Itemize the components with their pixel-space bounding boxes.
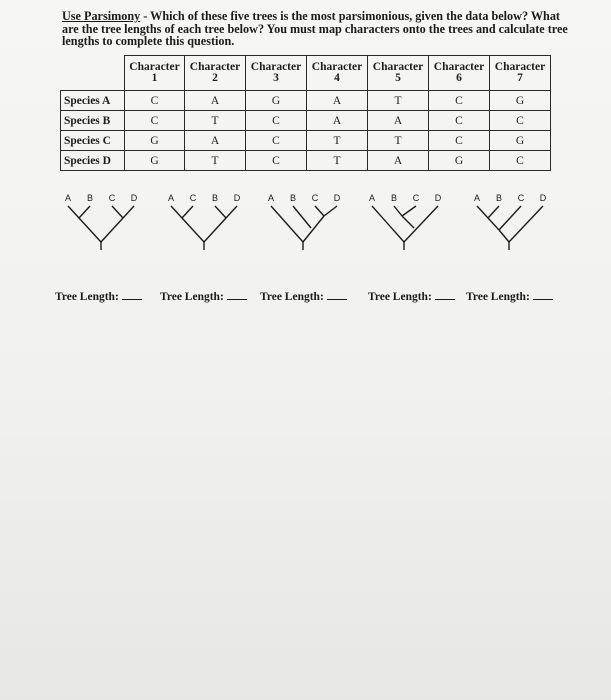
state-cell: C	[429, 131, 490, 151]
tree-leaf-label: A	[267, 193, 274, 203]
answer-blank[interactable]	[227, 289, 247, 300]
tree-branches	[263, 204, 353, 254]
character-matrix-table	[60, 55, 551, 171]
species-label: Species D	[61, 151, 125, 171]
state-cell: T	[307, 131, 368, 151]
column-header: Character 4	[307, 56, 368, 91]
tree-leaf-label: A	[368, 193, 375, 203]
answer-blank[interactable]	[122, 289, 142, 300]
tree-length-1: Tree Length:	[55, 289, 142, 303]
table-row	[61, 91, 551, 111]
tree-leaf-label: D	[130, 193, 138, 203]
state-cell: G	[429, 151, 490, 171]
state-cell: T	[307, 151, 368, 171]
species-label: Species B	[61, 111, 125, 131]
table-row	[61, 111, 551, 131]
tree-branches	[163, 204, 253, 254]
state-cell: A	[185, 91, 246, 111]
state-cell: G	[246, 91, 307, 111]
state-cell: G	[125, 151, 185, 171]
tree-leaf-label: B	[390, 193, 397, 203]
tree-leaf-label: B	[211, 193, 218, 203]
state-cell: A	[185, 131, 246, 151]
state-cell: T	[185, 151, 246, 171]
state-cell: C	[246, 111, 307, 131]
tree-branches	[469, 204, 559, 254]
tree-leaf-label: D	[434, 193, 442, 203]
tree-leaf-label: C	[108, 193, 116, 203]
column-header: Character 6	[429, 56, 490, 91]
state-cell: C	[246, 151, 307, 171]
state-cell: T	[185, 111, 246, 131]
tree-length-4: Tree Length:	[368, 289, 455, 303]
state-cell: A	[307, 91, 368, 111]
state-cell: G	[125, 131, 185, 151]
column-header: Character 3	[246, 56, 307, 91]
question-body: - Which of these five trees is the most parsimonious, given the data below? What are the tree lengths of each tree below? You must map characters onto the trees and calculate tree lengths to complete this question.	[62, 9, 568, 49]
tree-leaf-label: B	[86, 193, 93, 203]
state-cell: G	[490, 91, 551, 111]
question-text	[62, 10, 577, 48]
state-cell: G	[490, 131, 551, 151]
answer-blank[interactable]	[435, 289, 455, 300]
question-lead: Use Parsimony	[62, 9, 141, 23]
state-cell: A	[307, 111, 368, 131]
table-corner	[61, 56, 125, 91]
tree-leaf-label: A	[64, 193, 71, 203]
answer-blank[interactable]	[533, 289, 553, 300]
tree-leaf-label: D	[333, 193, 341, 203]
answer-blank[interactable]	[327, 289, 347, 300]
state-cell: C	[490, 151, 551, 171]
state-cell: A	[368, 111, 429, 131]
species-label: Species C	[61, 131, 125, 151]
tree-leaf-label: C	[517, 193, 525, 203]
tree-diagrams	[0, 190, 611, 270]
column-header: Character 5	[368, 56, 429, 91]
tree-branches	[364, 204, 454, 254]
tree-leaf-label: C	[189, 193, 197, 203]
tree-leaf-label: B	[495, 193, 502, 203]
tree-length-3: Tree Length:	[260, 289, 347, 303]
tree-branches	[60, 204, 150, 254]
state-cell: C	[125, 111, 185, 131]
tree-length-5: Tree Length:	[466, 289, 553, 303]
species-label: Species A	[61, 91, 125, 111]
state-cell: C	[429, 111, 490, 131]
tree-leaf-label: B	[289, 193, 296, 203]
tree-leaf-label: A	[167, 193, 174, 203]
tree-length-2: Tree Length:	[160, 289, 247, 303]
tree-leaf-label: D	[539, 193, 547, 203]
column-header: Character 2	[185, 56, 246, 91]
state-cell: T	[368, 91, 429, 111]
state-cell: A	[368, 151, 429, 171]
tree-leaf-label: C	[412, 193, 420, 203]
table-row	[61, 151, 551, 171]
column-header: Character 7	[490, 56, 551, 91]
tree-leaf-label: A	[473, 193, 480, 203]
tree-leaf-label: D	[233, 193, 241, 203]
state-cell: C	[246, 131, 307, 151]
state-cell: C	[490, 111, 551, 131]
column-header: Character 1	[125, 56, 185, 91]
state-cell: C	[429, 91, 490, 111]
table-header-row	[61, 56, 551, 91]
tree-leaf-label: C	[311, 193, 319, 203]
state-cell: C	[125, 91, 185, 111]
state-cell: T	[368, 131, 429, 151]
table-row	[61, 131, 551, 151]
